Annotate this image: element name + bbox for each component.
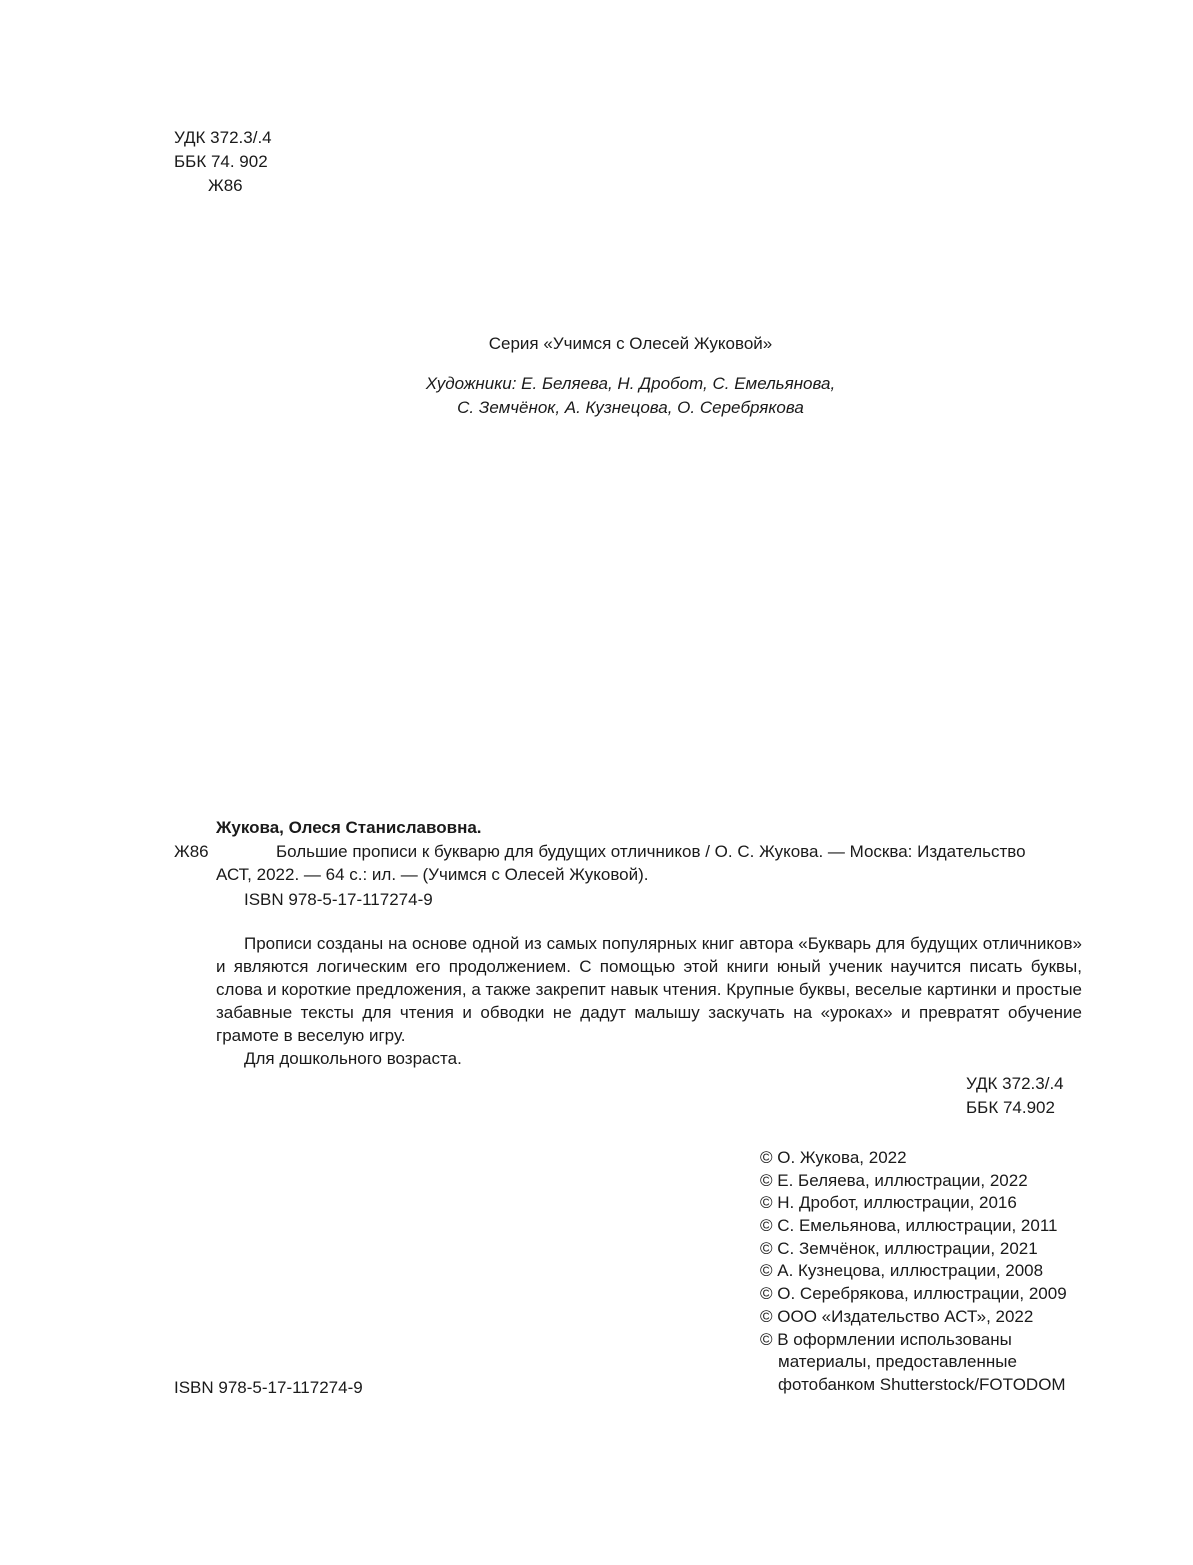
copyright-line: © Н. Дробот, иллюстрации, 2016 [760,1193,1017,1213]
annotation-block [216,932,1082,1070]
copyright-line: © С. Земчёнок, иллюстрации, 2021 [760,1238,1038,1258]
author-mark: Ж86 [208,176,243,195]
card-udk: УДК 372.3/.4 [966,1074,1064,1093]
biblio-line-1: Большие прописи к букварю для будущих отличников / О. С. Жукова. — Москва: Издательство [276,842,1026,861]
copyright-block [760,1146,1067,1396]
copyright-line: © С. Емельянова, иллюстрации, 2011 [760,1216,1058,1236]
biblio-line-2: АСТ, 2022. — 64 с.: ил. — (Учимся с Олесей Жуковой). [216,865,649,884]
card-classification [966,1072,1064,1120]
udk-code: УДК 372.3/.4 [174,128,272,147]
series-title: Серия «Учимся с Олесей Жуковой» [488,334,773,353]
card-author: Жукова, Олеся Станиславовна. [216,818,482,837]
annotation-text: Прописи созданы на основе одной из самых популярных книг автора «Букварь для будущих отличников» и являются логическим его продолжением. С помощью этой книги юный ученик научится писать буквы, слова и короткие предложения, а также закрепит навык чтения. Крупные буквы, веселые картинки и простые забавные тексты для чтения и обводки не дадут малышу заскучать на «уроках» и превратят обучение грамоте в веселую игру. [216,934,1082,1045]
copyright-continuation: фотобанком Shutterstock/FOTODOM [778,1374,1066,1394]
bibliographic-description [216,840,1082,886]
bbk-code: ББК 74. 902 [174,152,268,171]
card-bbk: ББК 74.902 [966,1098,1055,1117]
copyright-line: © О. Серебрякова, иллюстрации, 2009 [760,1284,1067,1304]
card-isbn: ISBN 978-5-17-117274-9 [244,890,433,909]
copyright-line: © А. Кузнецова, иллюстрации, 2008 [760,1261,1044,1281]
age-note: Для дошкольного возраста. [244,1049,462,1068]
classification-block [174,126,272,198]
copyright-line: © О. Жукова, 2022 [760,1148,907,1167]
copyright-line: © В оформлении использованы [760,1329,1012,1349]
copyright-continuation: материалы, предоставленные [778,1352,1017,1372]
artists-line-1: Художники: Е. Беляева, Н. Дробот, С. Емельянова, [425,374,836,393]
artists-line-2: С. Земчёнок, А. Кузнецова, О. Серебрякова [457,398,804,417]
copyright-line: © Е. Беляева, иллюстрации, 2022 [760,1170,1028,1190]
card-author-mark: Ж86 [174,842,209,861]
isbn-bottom: ISBN 978-5-17-117274-9 [174,1378,363,1397]
copyright-line: © ООО «Издательство АСТ», 2022 [760,1306,1034,1326]
artists-block [0,372,1193,420]
